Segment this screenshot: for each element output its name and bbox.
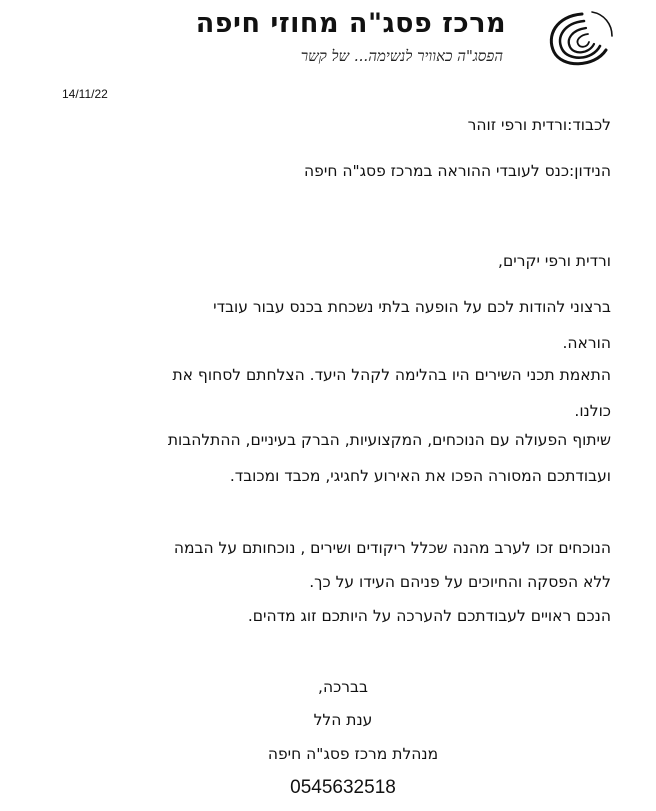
signer-title: מנהלת מרכז פסג"ה חיפה <box>267 745 439 763</box>
body-line: ועבודתכם המסורה הפכו את האירוע לחגיגי, מכבד ומכובד. <box>229 467 611 485</box>
body-line: הוראה. <box>562 334 611 352</box>
body-line: הנכם ראויים לעבודתכם להערכה על היותכם זוג מדהים. <box>247 607 611 625</box>
subject-line: הנידון:כנס לעובדי ההוראה במרכז פסג"ה חיפה <box>304 162 611 180</box>
signer-name: ענת הלל <box>313 711 373 729</box>
body-line: ברצוני להודות לכם על הופעה בלתי נשכחת בכנס עבור עובדי <box>213 298 611 316</box>
org-tagline: הפסג"ה כאוויר לנשימה... של קשר <box>300 47 503 65</box>
greeting: ורדית ורפי יקרים, <box>498 252 611 270</box>
body-line: כולנו. <box>574 402 611 420</box>
body-line: הנוכחים זכו לערב מהנה שכלל ריקודים ושירים , נוכחותם על הבמה <box>173 539 611 557</box>
recipient-line: לכבוד:ורדית ורפי זוהר <box>467 116 611 134</box>
org-name: מרכז פסג"ה מחוזי חיפה <box>195 8 506 39</box>
swirl-logo-icon <box>542 6 616 76</box>
body-line: התאמת תכני השירים היו בהלימה לקהל היעד. הצלחתם לסחוף את <box>172 366 611 384</box>
body-line: שיתוף הפעולה עם הנוכחים, המקצועיות, הברק בעיניים, ההתלהבות <box>167 431 611 449</box>
closing: בברכה, <box>318 678 368 696</box>
body-line: ללא הפסקה והחיוכים על פניהם העידו על כך. <box>309 573 611 591</box>
letter-date: 14/11/22 <box>62 87 108 101</box>
signer-phone: 0545632518 <box>290 777 396 798</box>
